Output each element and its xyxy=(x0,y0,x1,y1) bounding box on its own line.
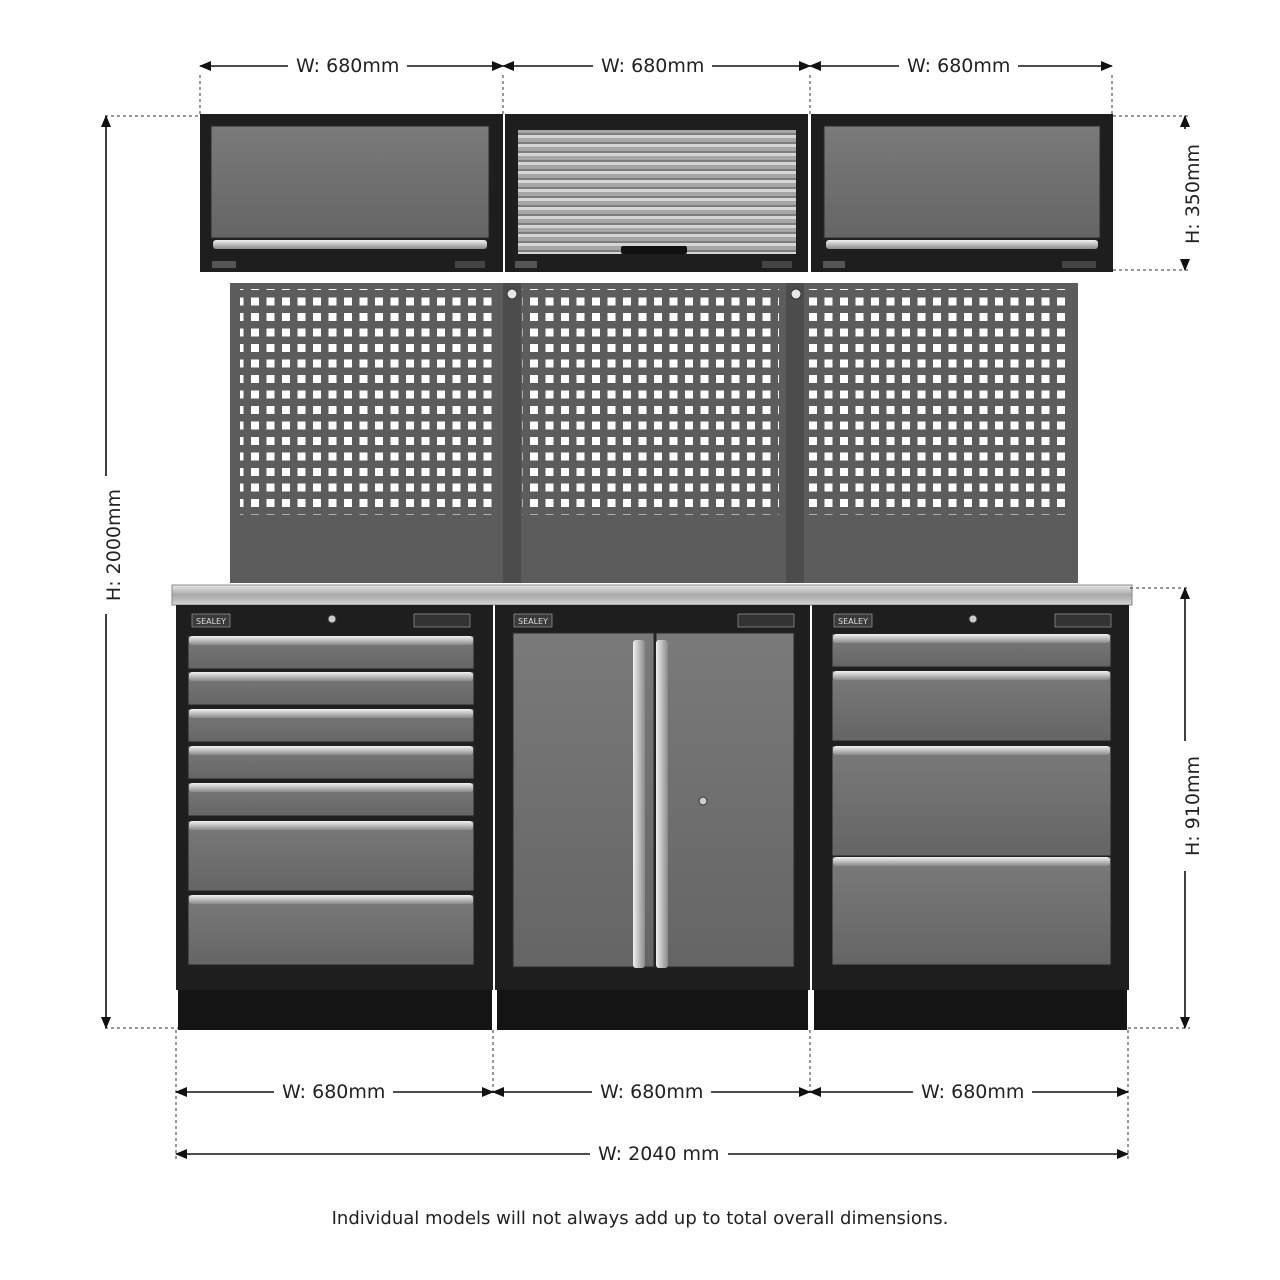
drawer-handle[interactable] xyxy=(189,895,473,904)
lock-icon[interactable] xyxy=(969,615,977,623)
plinth xyxy=(814,990,1127,1030)
base-cabinet-left xyxy=(176,605,493,990)
brand-badge: SEALEY xyxy=(517,617,549,626)
total-height-label: H: 2000mm xyxy=(103,476,125,614)
drawer-handle[interactable] xyxy=(833,746,1110,755)
wall-cabinet-height-label: H: 350mm xyxy=(1182,129,1204,259)
right-door[interactable] xyxy=(656,633,794,967)
plinth xyxy=(497,990,808,1030)
base-cabinet-right xyxy=(812,605,1129,990)
wall-cabinet-tambour xyxy=(505,114,808,272)
drawer-handle[interactable] xyxy=(833,671,1110,680)
drawer-handle[interactable] xyxy=(833,634,1110,643)
brand-badge: SEALEY xyxy=(837,617,869,626)
wall-cabinet-left xyxy=(200,114,503,272)
plinth xyxy=(178,990,492,1030)
total-width-label: W: 2040 mm xyxy=(590,1143,728,1165)
top-width-label-right: W: 680mm xyxy=(899,55,1018,77)
drawer-handle[interactable] xyxy=(833,857,1110,866)
drawer-handle[interactable] xyxy=(189,672,473,681)
drawer-front[interactable] xyxy=(188,895,474,965)
drawer-handle[interactable] xyxy=(189,636,473,645)
drawer-handle[interactable] xyxy=(189,709,473,718)
wall-cabinet-right xyxy=(811,114,1113,272)
door-handle-left[interactable] xyxy=(633,640,645,968)
lock-icon[interactable] xyxy=(328,615,336,623)
shutter-handle[interactable] xyxy=(621,246,687,254)
bottom-width-label-left: W: 680mm xyxy=(274,1081,393,1103)
top-width-label-left: W: 680mm xyxy=(288,55,407,77)
door-lock-icon[interactable] xyxy=(699,797,707,805)
drawer-front[interactable] xyxy=(832,671,1111,741)
door-handle-right[interactable] xyxy=(656,640,668,968)
drawer-handle[interactable] xyxy=(189,821,473,830)
tambour-shutter[interactable] xyxy=(518,130,796,254)
base-cabinet-middle xyxy=(495,605,810,990)
footnote: Individual models will not always add up to total overall dimensions. xyxy=(331,1208,949,1229)
bottom-width-label-middle: W: 680mm xyxy=(592,1081,711,1103)
drawer-handle[interactable] xyxy=(189,783,473,792)
pegboard-panel xyxy=(230,283,1078,583)
brand-badge: SEALEY xyxy=(195,617,227,626)
stainless-worktop xyxy=(172,585,1132,605)
drawer-front[interactable] xyxy=(188,821,474,891)
wall-cabinet-handle[interactable] xyxy=(826,240,1098,249)
wall-cabinet-handle[interactable] xyxy=(213,240,487,249)
top-width-label-middle: W: 680mm xyxy=(593,55,712,77)
base-cabinet-height-label: H: 910mm xyxy=(1182,741,1204,871)
drawer-handle[interactable] xyxy=(189,746,473,755)
drawer-front[interactable] xyxy=(832,746,1111,856)
bottom-width-label-right: W: 680mm xyxy=(913,1081,1032,1103)
drawer-front[interactable] xyxy=(832,857,1111,965)
left-door[interactable] xyxy=(513,633,654,967)
